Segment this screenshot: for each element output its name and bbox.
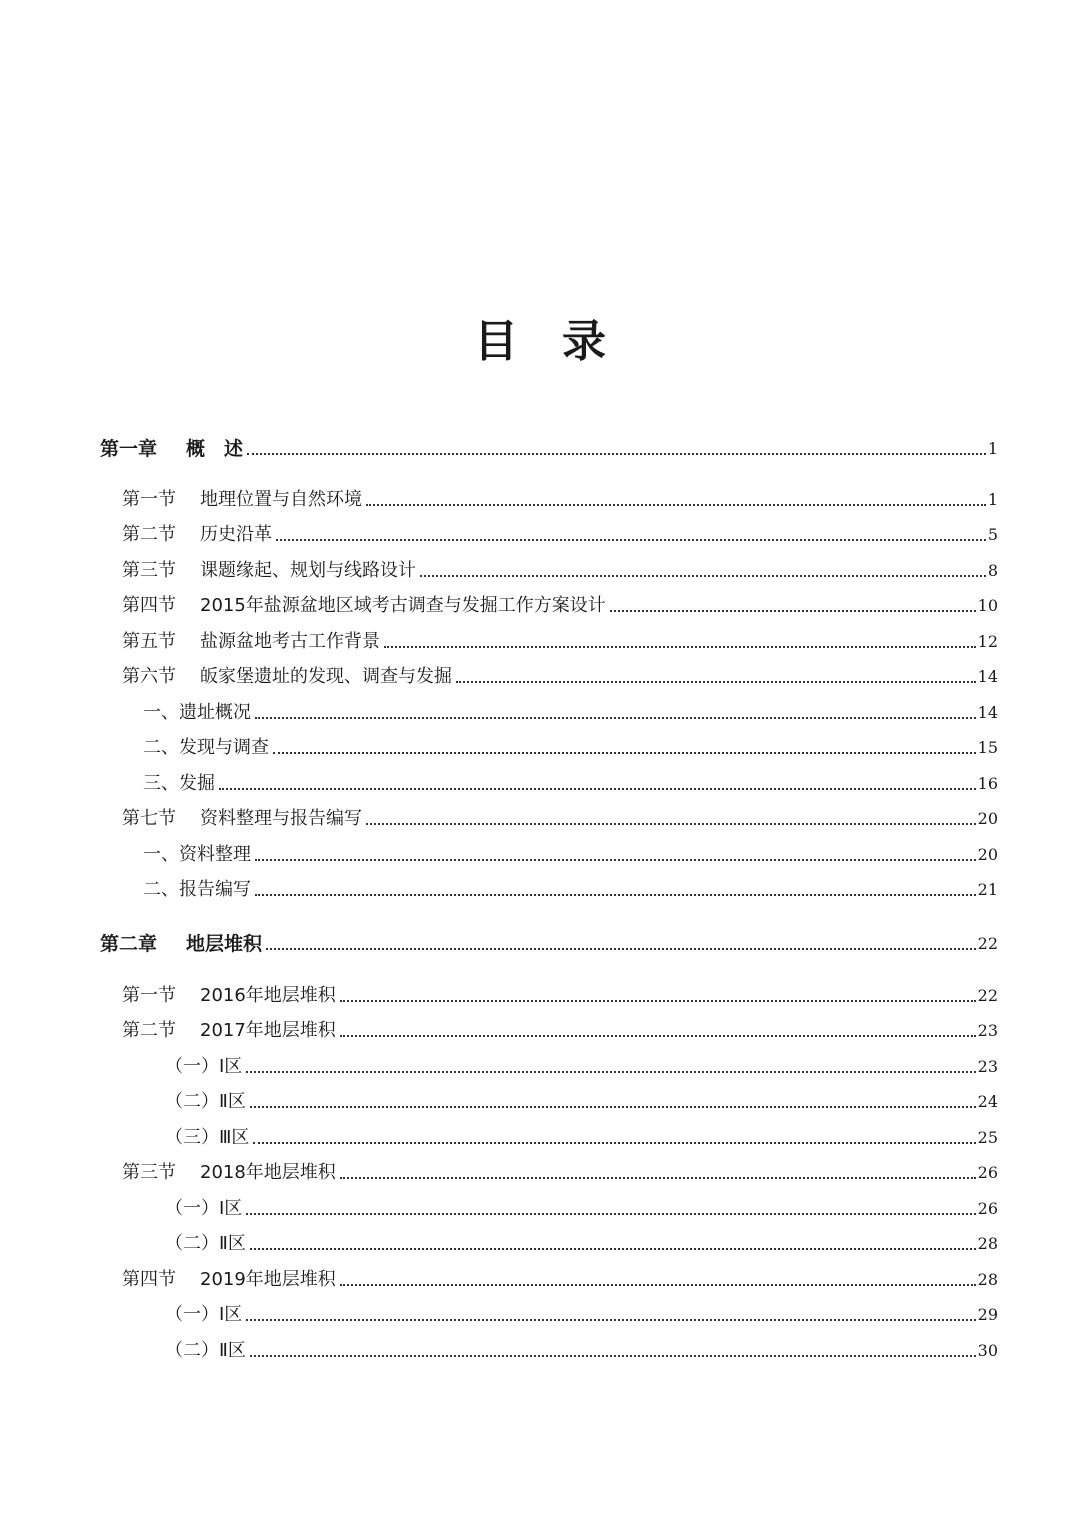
toc-entry-subsection[interactable] xyxy=(165,1052,998,1078)
toc-entry-subsection[interactable] xyxy=(143,769,998,795)
toc-entry-section[interactable] xyxy=(122,662,998,688)
toc-entry-page: 21 xyxy=(977,880,998,899)
toc-leader-dots xyxy=(246,1071,975,1073)
toc-entry-page: 28 xyxy=(977,1270,998,1289)
toc-entry-section[interactable] xyxy=(122,1158,998,1184)
toc-entry-page: 22 xyxy=(977,986,998,1005)
toc-leader-dots xyxy=(340,1000,976,1002)
toc-entry-title: 2015年盐源盆地区域考古调查与发掘工作方案设计 xyxy=(200,595,606,616)
toc-entry-title: 三、发掘 xyxy=(143,773,215,794)
toc-entry-page: 29 xyxy=(977,1305,998,1324)
toc-entry-label: 第二节 xyxy=(122,524,176,545)
toc-entry-subsection[interactable] xyxy=(165,1229,998,1255)
toc-entry-title: （一）Ⅰ区 xyxy=(165,1056,243,1077)
toc-entry-title: 一、遗址概况 xyxy=(143,702,251,723)
toc-entry-page: 24 xyxy=(977,1092,998,1111)
toc-entry-label: 第七节 xyxy=(122,808,176,829)
toc-leader-dots xyxy=(250,1355,976,1357)
toc-entry-page: 8 xyxy=(987,561,998,580)
toc-leader-dots xyxy=(456,681,976,683)
toc-entry-subsection[interactable] xyxy=(143,733,998,759)
toc-leader-dots xyxy=(255,859,976,861)
toc-entry-label: 第一节 xyxy=(122,489,176,510)
toc-entry-section[interactable] xyxy=(122,520,998,546)
toc-entry-subsection[interactable] xyxy=(165,1123,998,1149)
toc-leader-dots xyxy=(340,1177,976,1179)
toc-entry-title: （二）Ⅱ区 xyxy=(165,1233,246,1254)
toc-entry-title: 历史沿革 xyxy=(200,524,272,545)
toc-entry-section[interactable] xyxy=(122,1265,998,1291)
toc-entry-label: 第二节 xyxy=(122,1020,176,1041)
toc-entry-title: 二、发现与调查 xyxy=(143,737,269,758)
toc-entry-label: 第二章 xyxy=(100,933,158,955)
toc-entry-title: 课题缘起、规划与线路设计 xyxy=(200,560,416,581)
toc-entry-title: （一）Ⅰ区 xyxy=(165,1304,243,1325)
toc-entry-subsection[interactable] xyxy=(165,1336,998,1362)
toc-leader-dots xyxy=(420,575,986,577)
title-char-2: 录 xyxy=(562,316,606,367)
toc-entry-page: 25 xyxy=(977,1128,998,1147)
toc-leader-dots xyxy=(366,504,986,506)
toc-entry-label: 第一章 xyxy=(100,438,158,460)
toc-entry-page: 23 xyxy=(977,1057,998,1076)
toc-entry-section[interactable] xyxy=(122,981,998,1007)
toc-entry-section[interactable] xyxy=(122,804,998,830)
toc-leader-dots xyxy=(340,1284,976,1286)
toc-entry-page: 20 xyxy=(977,809,998,828)
toc-entry-page: 10 xyxy=(977,596,998,615)
toc-entry-title: 概 述 xyxy=(186,438,244,460)
toc-entry-page: 5 xyxy=(987,525,998,544)
toc-entry-page: 14 xyxy=(977,667,998,686)
toc-leader-dots xyxy=(366,823,976,825)
toc-entry-chapter-1[interactable] xyxy=(100,434,998,460)
toc-leader-dots xyxy=(255,894,976,896)
toc-entry-title: （二）Ⅱ区 xyxy=(165,1091,246,1112)
toc-entry-page: 28 xyxy=(977,1234,998,1253)
toc-entry-section[interactable] xyxy=(122,485,998,511)
toc-entry-page: 23 xyxy=(977,1021,998,1040)
toc-entry-section[interactable] xyxy=(122,591,998,617)
toc-entry-title: 2018年地层堆积 xyxy=(200,1162,336,1183)
toc-leader-dots xyxy=(219,788,976,790)
toc-entry-label: 第四节 xyxy=(122,595,176,616)
toc-leader-dots xyxy=(250,1106,976,1108)
toc-leader-dots xyxy=(250,1248,976,1250)
toc-entry-label: 第五节 xyxy=(122,631,176,652)
toc-entry-page: 16 xyxy=(977,774,998,793)
toc-entry-page: 30 xyxy=(977,1341,998,1360)
toc-entry-page: 1 xyxy=(987,490,998,509)
toc-entry-title: 皈家堡遗址的发现、调查与发掘 xyxy=(200,666,452,687)
toc-entry-subsection[interactable] xyxy=(165,1194,998,1220)
toc-entry-subsection[interactable] xyxy=(143,840,998,866)
toc-entry-label: 第三节 xyxy=(122,560,176,581)
toc-entry-title: （二）Ⅱ区 xyxy=(165,1340,246,1361)
toc-entry-subsection[interactable] xyxy=(143,875,998,901)
toc-entry-section[interactable] xyxy=(122,556,998,582)
toc-entry-page: 14 xyxy=(977,703,998,722)
toc-entry-page: 15 xyxy=(977,738,998,757)
toc-entry-subsection[interactable] xyxy=(165,1300,998,1326)
toc-entry-title: 盐源盆地考古工作背景 xyxy=(200,631,380,652)
toc-entry-title: 地层堆积 xyxy=(186,933,263,955)
toc-entry-page: 12 xyxy=(977,632,998,651)
toc-entry-title: 2016年地层堆积 xyxy=(200,985,336,1006)
toc-entry-chapter-2[interactable] xyxy=(100,929,998,955)
toc-leader-dots xyxy=(246,1213,975,1215)
toc-entry-page: 26 xyxy=(977,1163,998,1182)
toc-leader-dots xyxy=(246,1319,975,1321)
toc-entry-title: 2019年地层堆积 xyxy=(200,1269,336,1290)
toc-entry-section[interactable] xyxy=(122,627,998,653)
toc-entry-page: 20 xyxy=(977,845,998,864)
toc-entry-title: 地理位置与自然环境 xyxy=(200,489,362,510)
toc-entry-label: 第三节 xyxy=(122,1162,176,1183)
toc-entry-title: 2017年地层堆积 xyxy=(200,1020,336,1041)
toc-leader-dots xyxy=(384,646,976,648)
toc-leader-dots xyxy=(253,1142,975,1144)
toc-entry-label: 第六节 xyxy=(122,666,176,687)
toc-entry-subsection[interactable] xyxy=(143,698,998,724)
toc-entry-label: 第一节 xyxy=(122,985,176,1006)
toc-entry-label: 第四节 xyxy=(122,1269,176,1290)
toc-entry-page: 26 xyxy=(977,1199,998,1218)
toc-leader-dots xyxy=(247,453,986,455)
toc-entry-page: 22 xyxy=(977,934,998,953)
title-char-1: 目 xyxy=(474,316,518,367)
toc-entry-title: 资料整理与报告编写 xyxy=(200,808,362,829)
toc-leader-dots xyxy=(255,717,976,719)
toc-leader-dots xyxy=(266,948,976,950)
toc-entry-title: （一）Ⅰ区 xyxy=(165,1198,243,1219)
toc-entry-page: 1 xyxy=(987,439,998,458)
toc-entry-title: （三）Ⅲ区 xyxy=(165,1127,250,1148)
toc-entry-subsection[interactable] xyxy=(165,1087,998,1113)
toc-entry-title: 一、资料整理 xyxy=(143,844,251,865)
toc-entry-section[interactable] xyxy=(122,1016,998,1042)
toc-leader-dots xyxy=(340,1035,976,1037)
toc-leader-dots xyxy=(610,610,976,612)
toc-leader-dots xyxy=(276,539,986,541)
toc-leader-dots xyxy=(273,752,976,754)
toc-entry-title: 二、报告编写 xyxy=(143,879,251,900)
